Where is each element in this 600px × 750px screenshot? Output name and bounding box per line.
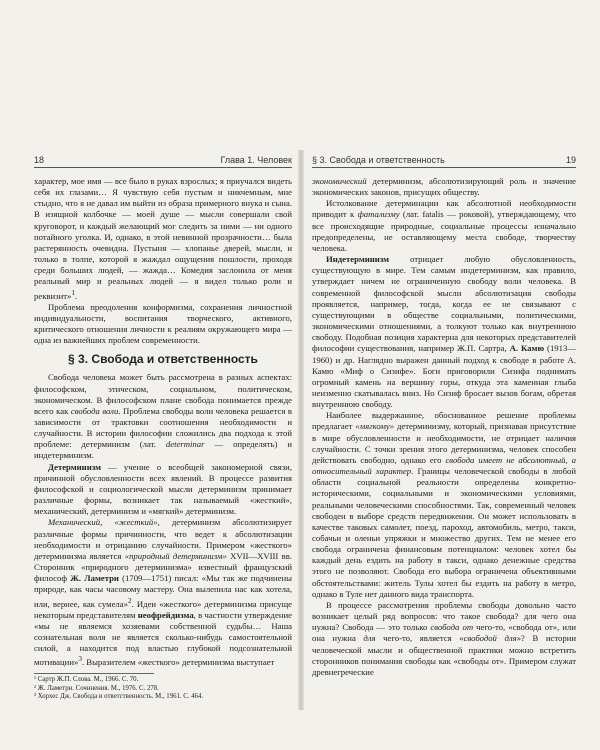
footnote-ref: 1 [71, 288, 76, 297]
term: Индетерминизм [326, 254, 390, 265]
page-number: 18 [34, 155, 45, 165]
paragraph: Свобода человека может быть рассмотрена в разных аспектах: философском, этическом, социальном, политическом, экономическом. В философском плане свобода понимается прежде всего как свобода воли. Проблема свободы воли человека решается в зависимости от трактовки соотношения необходимости и случайности. В истории философии сложились два подхода к этой проблеме: детерминизм (лат. determinar — определять) и индетерминизм. [34, 372, 292, 461]
footnote-ref: 2 [127, 596, 132, 605]
right-running-head [312, 155, 576, 168]
footnote: ² Ж. Ламетри. Сочинения. М., 1976. С. 278. [34, 684, 159, 692]
paragraph: Проблема преодоления конформизма, сохранения личностной индивидуальности, воспитания творческого, активного, критического отношения личности к реалиям окружающего мира — одна из важнейших проблем современности. [34, 301, 292, 346]
section-title: § 3. Свобода и ответственность [312, 155, 445, 165]
footnote-ref: 3 [78, 655, 82, 664]
paragraph: Истолкование детерминации как абсолютной необходимости приводит к фатализму (лат. fatalis — роковой), утверждающему, что все происходящие природные, социальные процессы изначально предопределены, не оставляющему места свободе, творчеству человека. [312, 198, 576, 253]
paragraph: экономический детерминизм, абсолютизирующий роль и значение экономических законов, присущих обществу. [312, 176, 576, 198]
footnote: ³ Хорхес Дж. Свобода и ответственность. М., 1961. С. 464. [34, 693, 204, 700]
page-number: 19 [565, 155, 576, 165]
right-body-text [312, 176, 576, 678]
paragraph: Индетерминизм отрицает любую обусловленность, существующую в мире. Тем самым индетерминизм, как правило, утверждает ничем не ограниченную свободу воли человека. В современной философской мысли абсолютизация свободы проявляется, например, тогда, когда ее не связывают с существующими в обществе социальными, политическими, экономическими отношениями, а толкуют только как внутреннюю свободу. Подобная позиция характерна для некоторых представителей философии существования, например Ж.П. Сартра, А. Камю (1913—1960) и др. Наглядно выражен данный подход к свободе в работе А. Камю «Миф о Сизифе». Боги приговорили Сизифа поднимать огромный камень на вершину горы, откуда эта каменная глыба неизменно скатывалась вниз. Но Сизиф бросает вызов богам, обретая внутреннюю свободу. [312, 254, 577, 410]
term: неофрейдизма [137, 609, 194, 620]
person-name: Ж. Ламетри [70, 573, 119, 584]
footnote-list [34, 676, 292, 700]
paragraph: В процессе рассмотрения проблемы свободы довольно часто возникает целый ряд вопросов: что такое свобода? для чего она нужна? Свобода — это только свобода от чего-то, «свобода от», или она нужна для чего-то, является «свободой для»? В истории человеческой мысли и общественной практики можно встретить сторонников понимания свободы как «свободы от». Примером служат древнегреческие [312, 599, 577, 677]
left-page [18, 155, 300, 700]
paragraph: Наиболее выдержанное, обоснованное решение проблемы предлагает «мягкому» детерминизму, который, признавая присутствие в мире обусловленности и необходимости, не отрицает наличия случайности. С точки зрения этого детерминизма, человек способен действовать свободно, однако его свобода имеет не абсолютный, а относительный характер. Границы человеческой свободы в любой области социальной реальности определены конкретно-историческими, социальными и экономическими условиями, реальными человеческими способностями. Так, современный человек свободен в выборе средств передвижения. Он может использовать в качестве таковых самолет, поезд, пароход, автомобиль, метро, такси, собачьи и оленьи упряжки и множество других. Тем не менее его свобода ограничена финансовым потенциалом: человек хотел бы каждый день ездить на работу в такси, однако денежные средства этого не позволяют. Свобода его выбора ограничена объективными обстоятельствами: житель Тулы хотел бы ездить на работу в метро, однако в Туле нет данного вида транспорта. [312, 410, 576, 599]
right-page [304, 155, 588, 700]
left-body-text [34, 176, 292, 668]
paragraph: характер, мое имя — все было в руках взрослых; я приучался видеть себя их глазами… Я чувствую себя пустым и никчемным, мне стыдно, что я не давал им выйти из образа примерного внука и сына. В изящной колбочке — моей душе — мысли совершали свой круговорот, и каждый желающий мог следить за ними — ни одного потайного уголка. И, однако, в этой невинной прозрачности… была растерянность очевидна. Пустыня — хлопанье дверей, мысли, и только в толпе, которой я жаждал ощущения пошлости, проходя среди больших людей, — жажда… Комедия заслонила от меня реальный мир и реальных людей — я видел только роли и реквизит»$^1$. [34, 176, 292, 301]
chapter-title: Глава 1. Человек [220, 155, 292, 165]
term: Детерминизм [48, 461, 101, 472]
paragraph: Детерминизм — учение о всеобщей закономерной связи, причинной обусловленности всех явлений. В процессе развития философской и социологической мысли детерминизм принимает различные формы, возникает так называемый «жесткий», механический, детерминизм и «мягкий» детерминизм. [34, 461, 292, 517]
left-running-head [34, 155, 292, 168]
paragraph: Механический, «жесткий», детерминизм абсолютизирует различные формы причинности, что ведет к абсолютизации необходимости и отрицанию случайности. Примером «жесткого» детерминизма является «природный детерминизм» XVII—XVIII вв. Сторонник «природного детерминизма» известный французский философ Ж. Ламетри (1709—1751) писал: «Мы так же подчинены природе, как часы часовому мастеру. Она вылепила нас как хотела, или, вернее, как сумела»$^2$. Идеи «жесткого» детерминизма присуще некоторым представителям неофрейдизма, в частности утверждение «мы не являемся хозяевами собственной судьбы… Наша сознательная воля не является сколько-нибудь самостоятельной силой, а находится под властью глубокой подсознательной мотивации»$^3$. Выразителем «жесткого» детерминизма выступает [34, 517, 292, 668]
footnote: ¹ Сартр Ж.П. Слова. М., 1966. С. 70. [34, 676, 139, 684]
person-name: А. Камю [509, 343, 545, 354]
section-heading: § 3. Свобода и ответственность [68, 352, 258, 367]
